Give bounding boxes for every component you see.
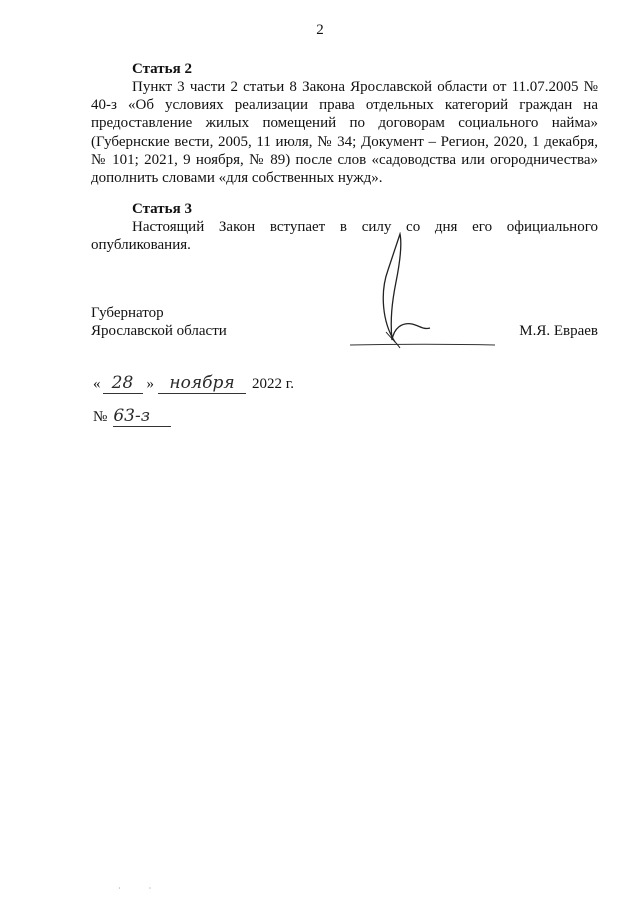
date-month: ноября [158, 373, 246, 394]
date-day: 28 [103, 373, 143, 394]
region-title: Ярославской области [91, 323, 227, 339]
date-year: 2022 г. [252, 376, 294, 392]
date-line [93, 373, 294, 394]
article-2-text: Пункт 3 части 2 статьи 8 Закона Ярославской области от 11.07.2005 № 40-з «Об условиях реализации права отдельных категорий граждан на предоставление жилых помещений по договорам социального найма» (Губернские вести, 2005, 11 июля, № 34; Документ – Регион, 2020, 1 декабря, № 101; 2021, 9 ноября, № 89) после слов «садоводства или огородничества» дополнить словами «для собственных нужд». [91, 79, 598, 187]
article-3-heading: Статья 3 [132, 201, 192, 217]
law-number-line [93, 406, 171, 427]
handwritten-signature [340, 232, 500, 357]
article-2-heading: Статья 2 [132, 61, 192, 77]
scan-specks: · · [118, 884, 152, 893]
page-number: 2 [316, 22, 324, 38]
date-open-quote: « [93, 376, 101, 392]
law-number: 63-з [113, 406, 171, 427]
governor-title: Губернатор [91, 305, 164, 321]
date-close-quote: » [146, 376, 154, 392]
article-3-text: Настоящий Закон вступает в силу со дня его официального опубликования. [91, 219, 598, 254]
number-prefix: № [93, 409, 108, 425]
governor-name: М.Я. Евраев [519, 323, 598, 339]
article-2 [91, 61, 598, 187]
